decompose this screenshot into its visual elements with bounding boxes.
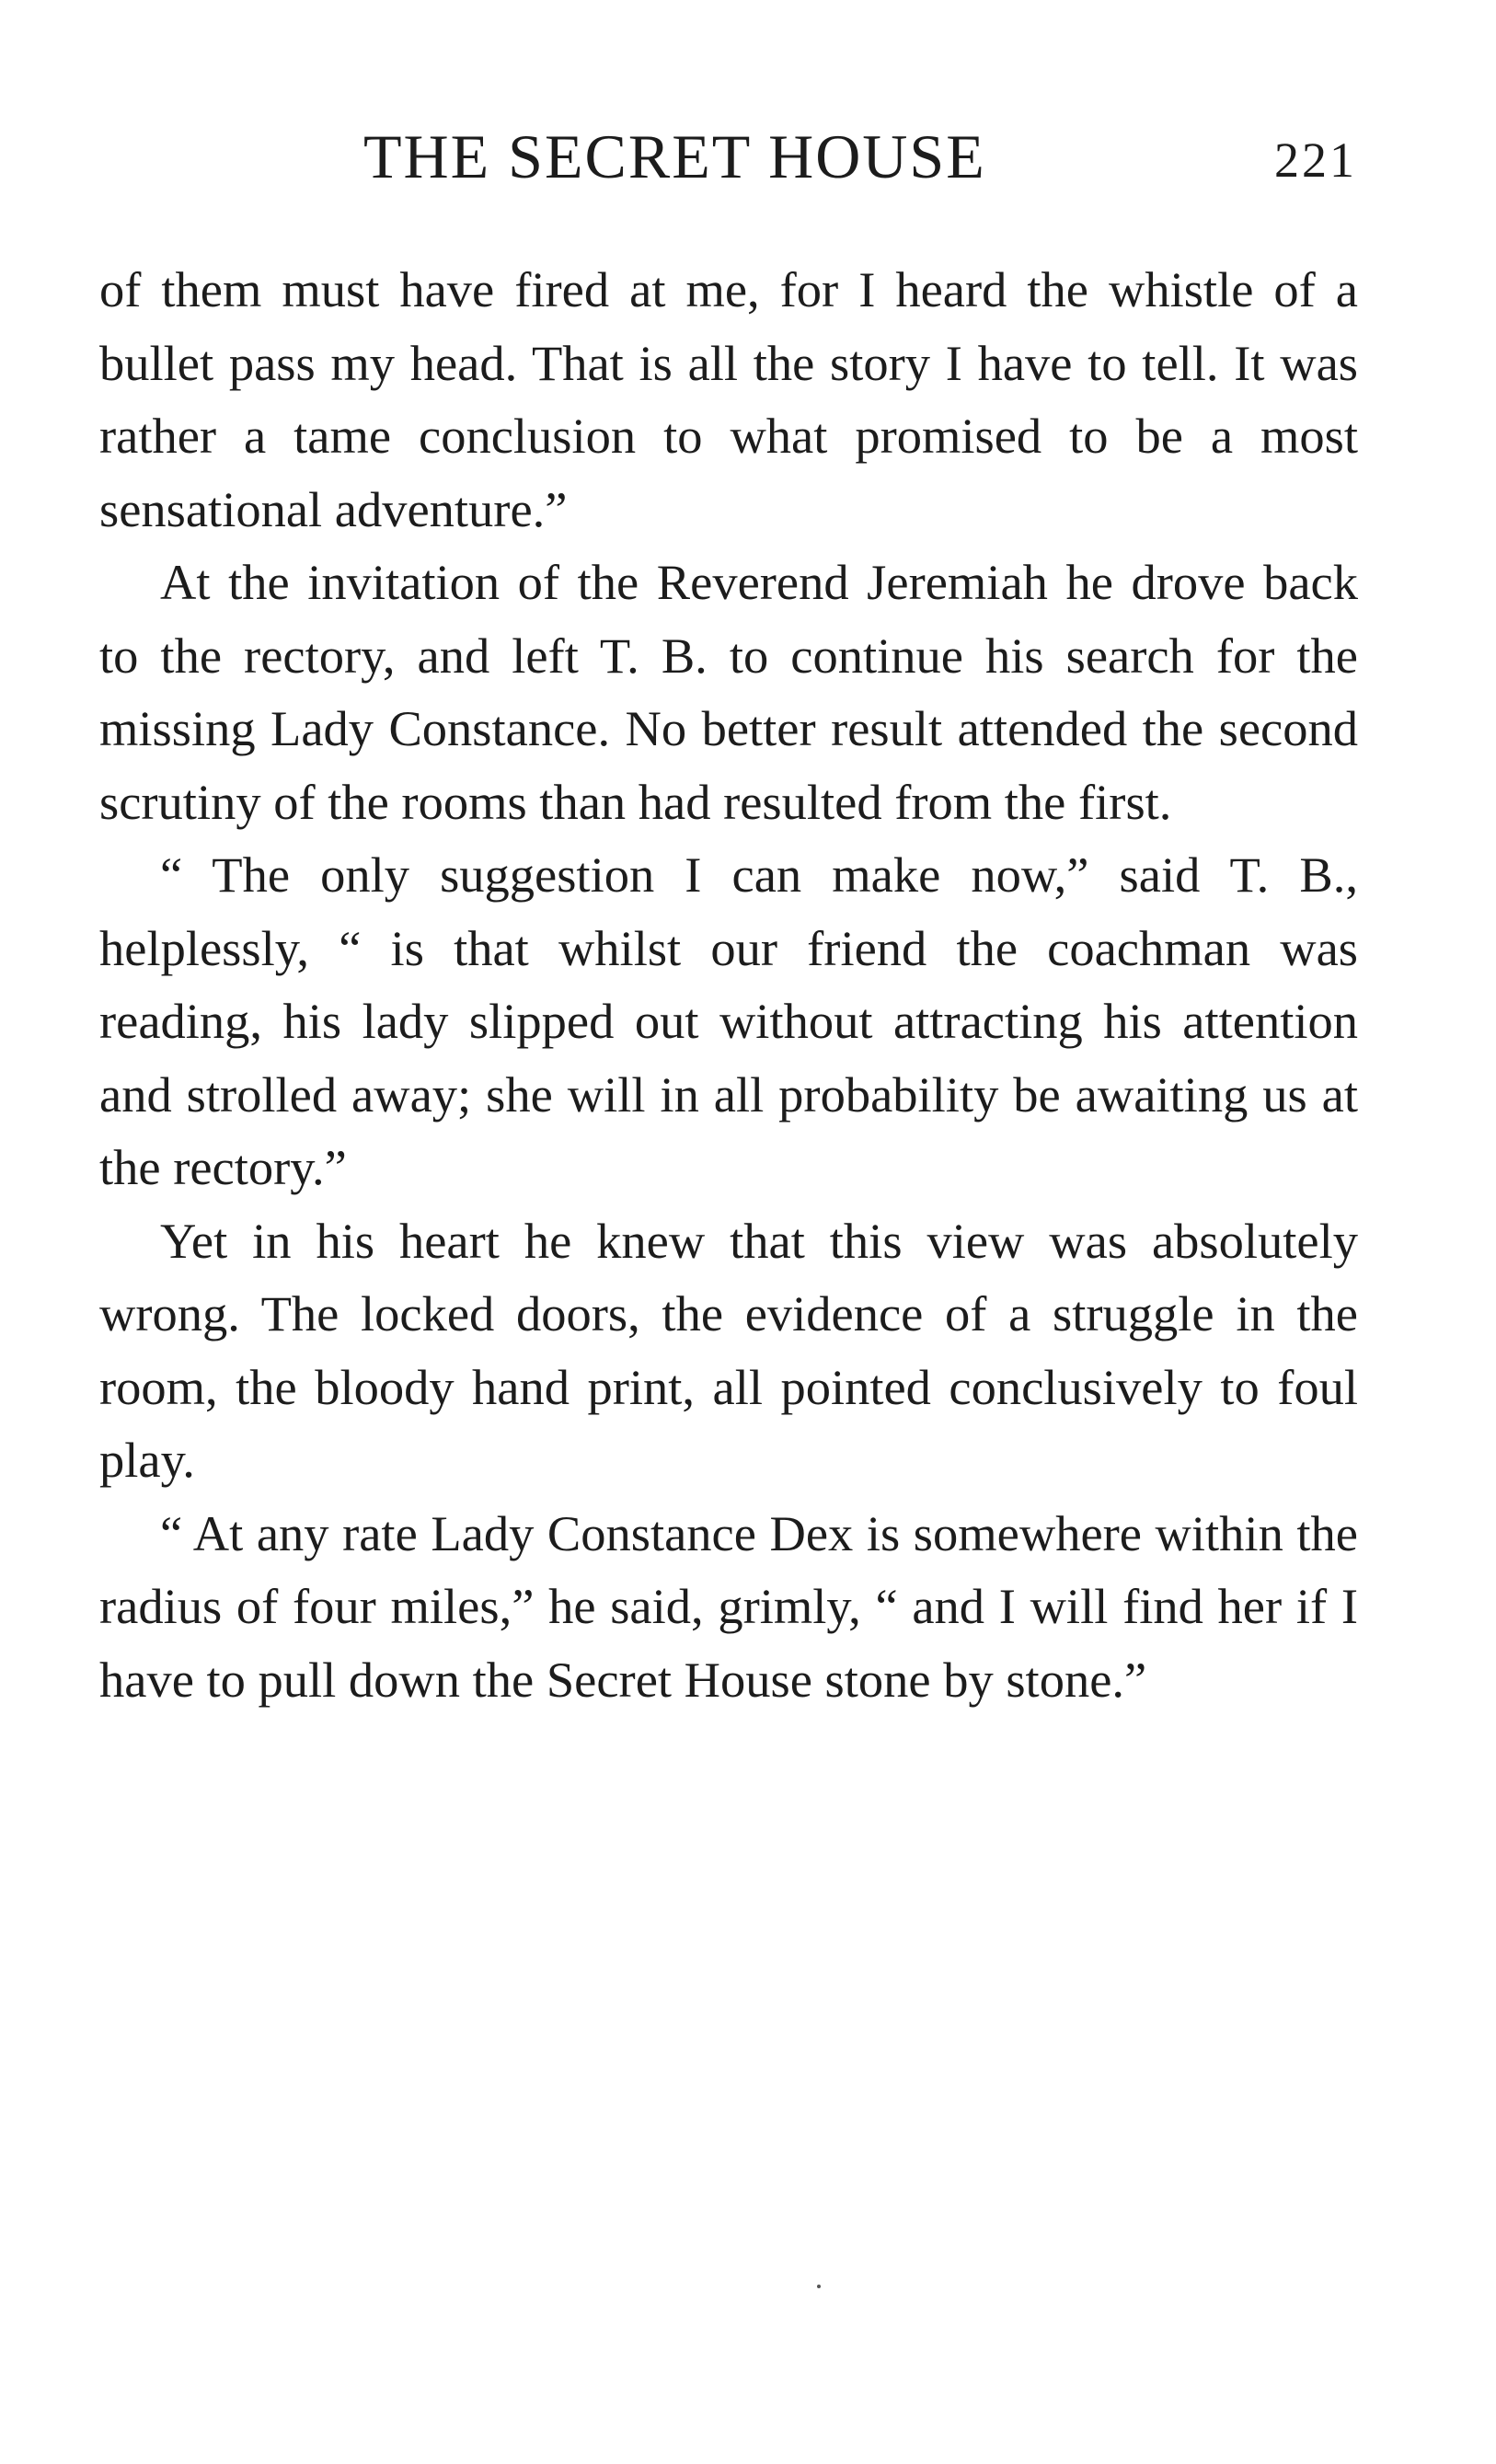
paragraph: “ The only suggestion I can make now,” said T. B., helplessly, “ is that whilst our friend the coachman was reading, his lady slipped out without attracting his attention and strolled away; she will in all probability be awaiting us at the rectory.” [99,846,1358,1195]
paper-speck [817,2285,821,2288]
running-head [101,120,1357,193]
running-title: THE SECRET HOUSE [363,121,986,191]
paragraph: “ At any rate Lady Constance Dex is somewhere within the radius of four miles,” he said, grimly, “ and I will find her if I have to pull down the Secret House stone by stone.” [99,1504,1358,1708]
paragraph-continued: of them must have fired at me, for I heard the whistle of a bullet pass my head. That is all the story I have to tell. It was rather a tame conclusion to what promised to be a most sensational adventure.” [99,261,1358,537]
paragraph: At the invitation of the Reverend Jeremiah he drove back to the rectory, and left T. B. to continue his search for the missing Lady Constance. No better result attended the second scrutiny of the rooms than had resulted from the first. [99,554,1358,830]
body-text [99,253,1358,1716]
paragraph: Yet in his heart he knew that this view was absolutely wrong. The locked doors, the evidence of a struggle in the room, the bloody hand print, all pointed conclusively to foul play. [99,1212,1358,1488]
page-number: 221 [1274,132,1357,188]
